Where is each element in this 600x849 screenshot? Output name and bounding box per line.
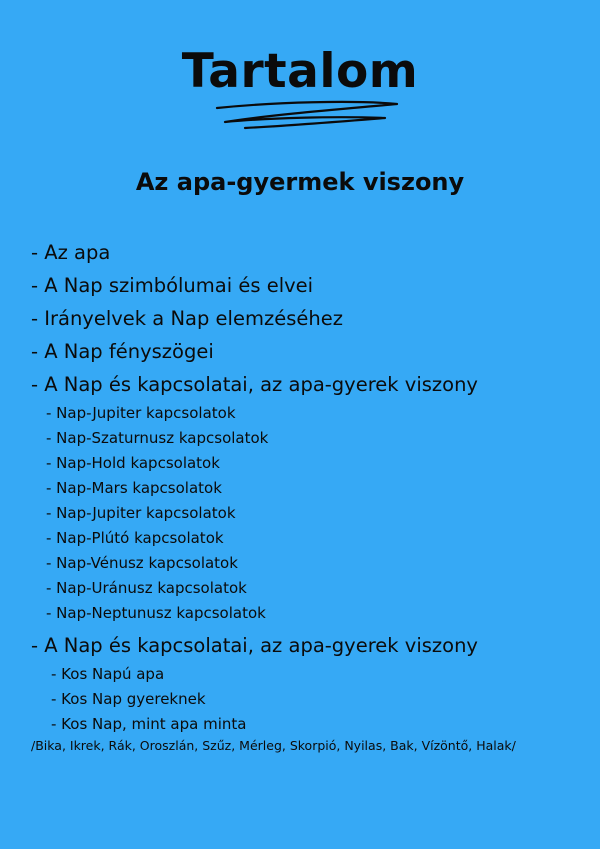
table-of-contents	[31, 236, 591, 737]
toc-subitem: - Nap-Uránusz kapcsolatok	[46, 579, 247, 597]
toc-subitem: - Kos Nap, mint apa minta	[51, 715, 247, 733]
toc-item-nap-szimbolumai: - A Nap szimbólumai és elvei	[31, 274, 314, 297]
toc-subitem: - Nap-Hold kapcsolatok	[46, 454, 220, 472]
toc-subitem: - Kos Nap gyereknek	[51, 690, 206, 708]
toc-item-az-apa: - Az apa	[31, 241, 111, 264]
title-underline-scribble	[205, 98, 405, 130]
toc-subitem: - Nap-Mars kapcsolatok	[46, 479, 222, 497]
toc-subitem: - Nap-Szaturnusz kapcsolatok	[46, 429, 269, 447]
zodiac-signs-line: /Bika, Ikrek, Rák, Oroszlán, Szűz, Mérleg, Skorpió, Nyilas, Bak, Vízöntő, Halak/	[31, 738, 516, 753]
toc-subitem: - Nap-Plútó kapcsolatok	[46, 529, 224, 547]
toc-subitem: - Nap-Neptunusz kapcsolatok	[46, 604, 266, 622]
toc-subitem: - Nap-Jupiter kapcsolatok	[46, 404, 236, 422]
toc-subitem: - Kos Napú apa	[51, 665, 165, 683]
toc-item-nap-kapcsolatai: - A Nap és kapcsolatai, az apa-gyerek viszony	[31, 373, 478, 396]
toc-subitem: - Nap-Vénusz kapcsolatok	[46, 554, 238, 572]
toc-item-iranyelvek: - Irányelvek a Nap elemzéséhez	[31, 307, 343, 330]
toc-item-nap-kapcsolatai-2: - A Nap és kapcsolatai, az apa-gyerek viszony	[31, 634, 478, 657]
title-wrap	[0, 42, 600, 102]
page-title: Tartalom	[181, 44, 419, 99]
toc-subitem: - Nap-Jupiter kapcsolatok	[46, 504, 236, 522]
subtitle: Az apa-gyermek viszony	[135, 168, 465, 196]
toc-item-nap-fenyszogei: - A Nap fényszögei	[31, 340, 214, 363]
